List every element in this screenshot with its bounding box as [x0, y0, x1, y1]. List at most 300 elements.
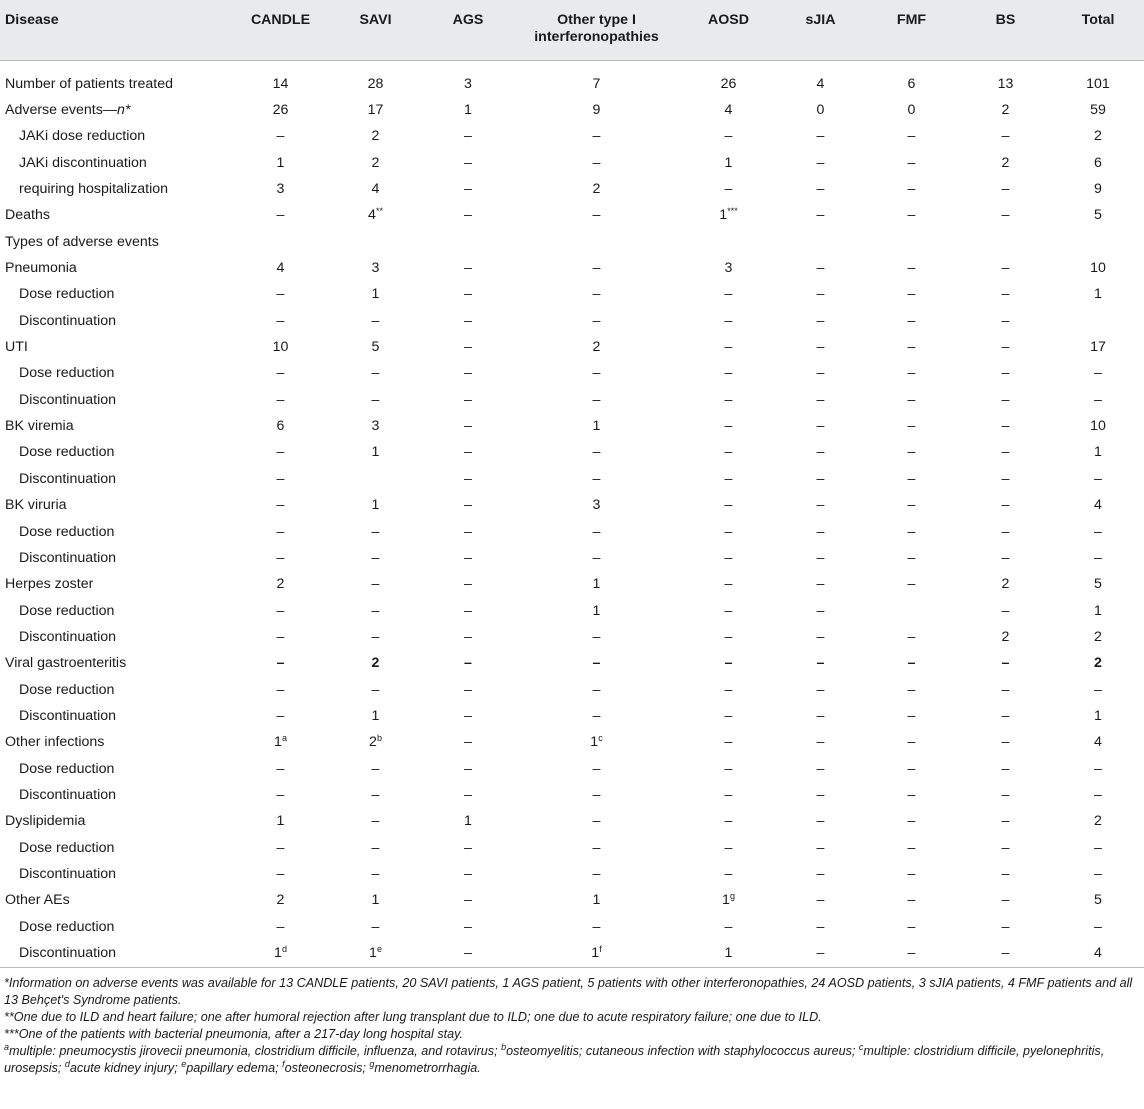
table-cell: 4 — [1052, 940, 1144, 967]
table-cell: 2 — [1001, 102, 1010, 119]
table-cell: 1 — [680, 940, 777, 967]
table-cell: 2 — [592, 339, 601, 356]
table-cell: – — [816, 760, 825, 777]
table-cell: – — [1001, 418, 1010, 435]
table-cell: – — [907, 181, 916, 198]
table-cell: – — [1001, 707, 1010, 724]
row-label: Dose reduction — [19, 602, 115, 619]
table-cell: – — [724, 865, 733, 882]
column-header: AGS — [423, 0, 513, 61]
table-cell: – — [816, 470, 825, 487]
table-cell: – — [816, 813, 825, 830]
table-cell: – — [592, 813, 601, 830]
table-row — [0, 97, 1144, 123]
row-label: Dyslipidemia — [5, 813, 86, 830]
table-cell: – — [816, 734, 825, 751]
table-cell: – — [1001, 734, 1010, 751]
table-cell: 0 — [816, 102, 825, 119]
row-label: Discontinuation — [19, 707, 117, 724]
table-cell: – — [907, 286, 916, 303]
table-cell: – — [464, 655, 472, 672]
table-cell: 2 — [276, 892, 285, 909]
table-cell: – — [592, 707, 601, 724]
row-label: Discontinuation — [19, 549, 117, 566]
table-cell: 17 — [367, 102, 384, 119]
table-cell: 6 — [276, 418, 285, 435]
table-cell: – — [592, 839, 601, 856]
table-cell: 59 — [1090, 102, 1106, 119]
table-row — [0, 255, 1144, 281]
table-cell — [328, 229, 423, 255]
table-cell: – — [907, 207, 916, 224]
table-row — [0, 756, 1144, 782]
table-cell: – — [464, 839, 472, 856]
table-body — [0, 61, 1144, 968]
table-cell: 2 — [371, 154, 380, 171]
table-cell: – — [371, 786, 380, 803]
row-label: BK viruria — [5, 497, 67, 514]
table-cell: – — [816, 444, 825, 461]
table-cell: – — [464, 734, 472, 751]
table-cell: – — [816, 549, 825, 566]
table-cell: – — [724, 418, 733, 435]
table-cell: – — [371, 391, 380, 408]
table-cell: – — [907, 470, 916, 487]
table-cell: – — [1094, 523, 1102, 540]
table-cell: – — [907, 312, 916, 329]
table-cell: 2 — [371, 655, 380, 672]
row-label: Discontinuation — [19, 470, 117, 487]
row-label: Dose reduction — [19, 681, 115, 698]
table-cell: – — [724, 681, 733, 698]
table-cell: 4 — [724, 102, 733, 119]
column-header: Total — [1052, 0, 1144, 61]
table-cell: 1 — [464, 102, 472, 119]
table-cell: – — [592, 391, 601, 408]
table-row — [0, 203, 1144, 229]
table-row — [0, 703, 1144, 729]
row-label: Discontinuation — [19, 312, 117, 329]
row-label: Discontinuation — [19, 865, 117, 882]
row-label: Dose reduction — [19, 365, 115, 382]
table-cell: – — [592, 154, 601, 171]
table-cell: – — [464, 628, 472, 645]
column-header: BS — [959, 0, 1052, 61]
table-cell: – — [907, 128, 916, 145]
table-cell: – — [276, 865, 285, 882]
table-cell: – — [907, 365, 916, 382]
table-cell: – — [371, 628, 380, 645]
table-row — [0, 782, 1144, 808]
table-cell: 1 — [371, 892, 380, 909]
row-label: Dose reduction — [19, 839, 115, 856]
table-cell: – — [276, 786, 285, 803]
table-cell: – — [816, 602, 825, 619]
table-cell: 1 — [464, 813, 472, 830]
table-cell: 1 — [1094, 444, 1102, 461]
table-cell: – — [592, 260, 601, 277]
table-cell — [959, 229, 1052, 255]
table-cell: 1$^f$ — [513, 940, 680, 967]
table-cell: – — [816, 892, 825, 909]
table-cell: – — [816, 154, 825, 171]
table-cell: – — [724, 734, 733, 751]
table-cell: 4 — [276, 260, 285, 277]
table-cell: – — [816, 628, 825, 645]
table-cell: – — [592, 470, 601, 487]
table-cell: – — [724, 549, 733, 566]
table-cell: – — [816, 181, 825, 198]
table-cell: – — [276, 707, 285, 724]
table-cell: – — [1094, 681, 1102, 698]
table-cell: 3 — [371, 260, 380, 277]
table-cell: – — [464, 260, 472, 277]
table-cell: – — [464, 549, 472, 566]
row-label: Adverse events—n* — [5, 102, 131, 119]
table-row — [0, 361, 1144, 387]
table-cell: – — [724, 839, 733, 856]
table-cell: 1 — [276, 813, 285, 830]
table-cell: – — [1094, 760, 1102, 777]
table-cell: – — [816, 681, 825, 698]
table-cell: 1 — [592, 602, 601, 619]
table-cell: 26 — [272, 102, 289, 119]
table-cell: – — [724, 339, 733, 356]
table-cell: 2 — [1094, 655, 1102, 672]
table-cell: 4 — [1094, 734, 1102, 751]
table-cell: 14 — [272, 75, 289, 92]
table-row — [0, 677, 1144, 703]
table-cell: – — [816, 523, 825, 540]
table-cell: – — [371, 813, 380, 830]
table-cell: – — [1001, 391, 1010, 408]
column-header: Disease — [0, 0, 233, 61]
table-row — [0, 624, 1144, 650]
row-label: Deaths — [5, 207, 50, 224]
row-label: Herpes zoster — [5, 576, 94, 593]
table-cell: – — [1094, 865, 1102, 882]
row-label: Viral gastroenteritis — [5, 655, 127, 672]
table-cell: 1e — [328, 940, 423, 967]
table-cell: – — [276, 681, 285, 698]
table-cell — [777, 229, 864, 255]
table-cell: – — [1094, 365, 1102, 382]
table-cell: – — [1001, 786, 1010, 803]
table-cell: – — [1094, 786, 1102, 803]
table-cell: – — [816, 365, 825, 382]
table-cell: 4** — [368, 206, 383, 224]
table-cell: 4 — [1094, 497, 1102, 514]
table-row — [0, 940, 1144, 967]
table-cell: – — [907, 628, 916, 645]
table-cell: – — [1001, 207, 1010, 224]
table-cell: – — [464, 918, 472, 935]
table-cell: – — [276, 549, 285, 566]
table-cell: – — [907, 655, 916, 672]
table-cell: – — [816, 839, 825, 856]
table-cell: – — [724, 576, 733, 593]
column-header: FMF — [864, 0, 959, 61]
table-cell: – — [371, 312, 380, 329]
table-cell: – — [1094, 549, 1102, 566]
table-cell: 6 — [907, 75, 916, 92]
table-cell: 1 — [592, 576, 601, 593]
table-cell: 3 — [592, 497, 601, 514]
table-cell: – — [907, 154, 916, 171]
table-cell: – — [816, 865, 825, 882]
table-cell: – — [371, 681, 380, 698]
table-cell: – — [1001, 444, 1010, 461]
table-cell: 1$^d$ — [233, 940, 328, 967]
table-cell: – — [1094, 918, 1102, 935]
table-row — [0, 888, 1144, 914]
table-cell: – — [276, 918, 285, 935]
table-cell: 2 — [1094, 628, 1102, 645]
table-cell: – — [1001, 865, 1010, 882]
table-cell: – — [1001, 760, 1010, 777]
table-cell: – — [1094, 391, 1102, 408]
table-cell: – — [592, 628, 601, 645]
table-cell: – — [464, 865, 472, 882]
table-cell: – — [1094, 470, 1102, 487]
table-row — [0, 835, 1144, 861]
table-cell: – — [1001, 813, 1010, 830]
table-cell: – — [1001, 839, 1010, 856]
table-cell: – — [864, 940, 959, 967]
table-cell: – — [816, 707, 825, 724]
table-cell: – — [907, 339, 916, 356]
table-cell: – — [907, 786, 916, 803]
table-cell: 10 — [1090, 418, 1106, 435]
table-header-row — [0, 0, 1144, 61]
table-cell: 26 — [720, 75, 737, 92]
table-row — [0, 387, 1144, 413]
table-cell: 1$^c$ — [590, 733, 603, 751]
row-label: JAKi discontinuation — [19, 154, 147, 171]
table-cell: 2 — [1094, 128, 1102, 145]
row-label: Number of patients treated — [5, 75, 173, 92]
table-cell: – — [816, 497, 825, 514]
table-cell: – — [464, 154, 472, 171]
table-cell: – — [371, 523, 380, 540]
table-cell: – — [371, 839, 380, 856]
table-cell: – — [816, 918, 825, 935]
table-cell: – — [816, 339, 825, 356]
table-row — [0, 914, 1144, 940]
table-cell: – — [1001, 497, 1010, 514]
table-cell: – — [1001, 365, 1010, 382]
table-cell: 1*** — [719, 206, 738, 224]
column-header: AOSD — [680, 0, 777, 61]
table-cell: – — [816, 576, 825, 593]
footnote-deaths-savi: **One due to ILD and heart failure; one after humoral rejection after lung transplant due to ILD; one due to acute respiratory failure; one due to ILD. — [4, 1009, 822, 1024]
table-cell: 3 — [276, 181, 285, 198]
table-cell: – — [724, 813, 733, 830]
table-cell: – — [816, 655, 825, 672]
table-cell: 2 — [592, 181, 601, 198]
table-cell: – — [907, 865, 916, 882]
table-cell: – — [592, 128, 601, 145]
table-cell: 4 — [371, 181, 380, 198]
table-cell: 1 — [1094, 707, 1102, 724]
table-cell: – — [907, 549, 916, 566]
table-cell: – — [816, 286, 825, 303]
table-cell: – — [816, 312, 825, 329]
table-cell: – — [816, 128, 825, 145]
row-label: Dose reduction — [19, 286, 115, 303]
table-cell: – — [276, 602, 285, 619]
row-label: Discontinuation — [19, 786, 117, 803]
table-cell: 1 — [276, 154, 285, 171]
table-cell: 6 — [1094, 154, 1102, 171]
table-row — [0, 545, 1144, 571]
table-cell: 3 — [724, 260, 733, 277]
table-row — [0, 651, 1144, 677]
table-cell: – — [371, 365, 380, 382]
table-cell: – — [464, 391, 472, 408]
table-row — [0, 150, 1144, 176]
table-cell: – — [724, 655, 733, 672]
table-cell: – — [371, 865, 380, 882]
table-cell: 2 — [1001, 576, 1010, 593]
table-cell: – — [724, 181, 733, 198]
table-cell: – — [816, 786, 825, 803]
spacer-row — [0, 61, 1144, 72]
table-cell: – — [276, 470, 285, 487]
table-cell: 2$^b$ — [369, 733, 382, 751]
table-cell — [1052, 229, 1144, 255]
table-cell: – — [907, 734, 916, 751]
table-row — [0, 519, 1144, 545]
table-cell: – — [276, 365, 285, 382]
table-row — [0, 598, 1144, 624]
table-cell: – — [464, 444, 472, 461]
table-row — [0, 730, 1144, 756]
table-cell: – — [1001, 181, 1010, 198]
row-label: Discontinuation — [19, 628, 117, 645]
table-cell: – — [724, 760, 733, 777]
table-cell: – — [1001, 312, 1010, 329]
row-label: Dose reduction — [19, 444, 115, 461]
table-cell: 9 — [592, 102, 601, 119]
table-cell: 10 — [272, 339, 289, 356]
table-cell — [864, 598, 959, 624]
table-cell: 1 — [592, 418, 601, 435]
table-cell: – — [592, 312, 601, 329]
table-cell: – — [464, 523, 472, 540]
table-cell: – — [464, 707, 472, 724]
table-cell: – — [592, 681, 601, 698]
table-row — [0, 861, 1144, 887]
table-row — [0, 413, 1144, 439]
table-cell: – — [371, 549, 380, 566]
table-cell: – — [907, 892, 916, 909]
table-cell: – — [464, 286, 472, 303]
table-cell: – — [1001, 523, 1010, 540]
table-cell: – — [724, 470, 733, 487]
table-cell: – — [464, 786, 472, 803]
table-row — [0, 572, 1144, 598]
table-cell: – — [592, 786, 601, 803]
table-cell — [864, 229, 959, 255]
table-cell: – — [724, 312, 733, 329]
row-label: JAKi dose reduction — [19, 128, 146, 145]
table-cell: – — [907, 418, 916, 435]
table-cell: 7 — [592, 75, 601, 92]
table-cell: – — [276, 628, 285, 645]
table-cell: – — [464, 760, 472, 777]
table-cell: – — [907, 576, 916, 593]
table-cell: – — [907, 444, 916, 461]
table-row — [0, 282, 1144, 308]
table-cell: – — [724, 628, 733, 645]
table-cell: 5 — [371, 339, 380, 356]
table-cell: – — [777, 940, 864, 967]
table-cell: 9 — [1094, 181, 1102, 198]
row-label: Pneumonia — [5, 260, 77, 277]
table-cell: – — [724, 918, 733, 935]
table-cell: – — [592, 286, 601, 303]
table-cell: – — [724, 786, 733, 803]
table-cell: – — [907, 681, 916, 698]
table-row — [0, 466, 1144, 492]
table-cell: – — [816, 418, 825, 435]
table-cell: – — [816, 391, 825, 408]
table-cell: – — [724, 707, 733, 724]
table-cell: – — [907, 260, 916, 277]
table-cell: – — [276, 655, 285, 672]
column-header: SAVI — [328, 0, 423, 61]
table-cell: – — [907, 523, 916, 540]
table-cell: – — [1001, 602, 1010, 619]
table-cell: – — [592, 865, 601, 882]
row-label: UTI — [5, 339, 28, 356]
table-cell: 1 — [592, 892, 601, 909]
table-cell — [1052, 308, 1144, 334]
table-cell: 4 — [816, 75, 825, 92]
table-cell: 1$^a$ — [274, 733, 287, 751]
table-cell: – — [276, 391, 285, 408]
table-row — [0, 308, 1144, 334]
table-cell: – — [276, 497, 285, 514]
table-cell: 2 — [1001, 154, 1010, 171]
table-cell: – — [724, 128, 733, 145]
table-cell: – — [371, 602, 380, 619]
table-cell: – — [423, 940, 513, 967]
table-cell: 2 — [1094, 813, 1102, 830]
row-label: Other AEs — [5, 892, 70, 909]
table-cell: – — [1001, 339, 1010, 356]
table-cell: – — [592, 207, 601, 224]
table-cell: – — [464, 470, 472, 487]
table-cell: 2 — [276, 576, 285, 593]
table-cell: – — [592, 444, 601, 461]
table-cell: – — [724, 365, 733, 382]
table-cell: – — [907, 497, 916, 514]
table-cell: – — [464, 207, 472, 224]
table-cell: 101 — [1086, 75, 1110, 92]
table-cell: – — [464, 497, 472, 514]
table-cell: – — [592, 760, 601, 777]
table-cell: 1 — [371, 444, 380, 461]
table-cell: – — [464, 365, 472, 382]
table-cell: – — [276, 286, 285, 303]
table-cell: – — [371, 760, 380, 777]
table-cell: – — [724, 444, 733, 461]
table-cell: 1 — [724, 154, 733, 171]
table-cell: – — [724, 286, 733, 303]
table-cell: – — [907, 707, 916, 724]
